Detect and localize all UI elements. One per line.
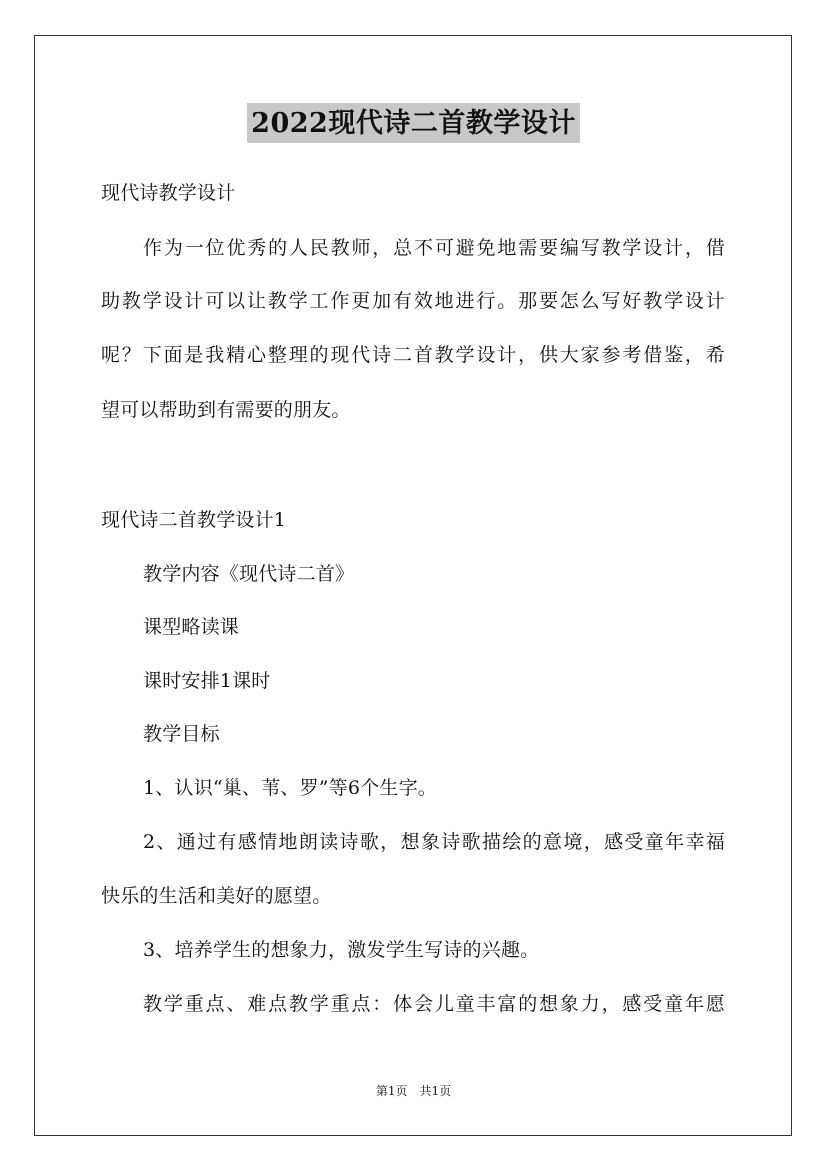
body-line: 教学内容《现代诗二首》 xyxy=(143,563,355,585)
body-line: 课时安排1课时 xyxy=(143,670,271,692)
page-footer: 第1页 共1页 xyxy=(375,1084,452,1098)
intro-paragraph-line: 呢？下面是我精心整理的现代诗二首教学设计，供大家参考借鉴，希 xyxy=(101,344,725,366)
subsection-heading: 现代诗二首教学设计1 xyxy=(101,509,287,531)
document-title-block xyxy=(0,103,827,143)
body-line: 3、培养学生的想象力，激发学生写诗的兴趣。 xyxy=(143,939,540,961)
body-line: 课型略读课 xyxy=(143,616,240,638)
body-line: 快乐的生活和美好的愿望。 xyxy=(101,885,332,907)
body-line: 教学目标 xyxy=(143,723,220,745)
body-line: 2、通过有感情地朗读诗歌，想象诗歌描绘的意境，感受童年幸福 xyxy=(143,831,725,853)
intro-paragraph-line: 望可以帮助到有需要的朋友。 xyxy=(101,399,351,421)
intro-paragraph-line: 作为一位优秀的人民教师，总不可避免地需要编写教学设计，借 xyxy=(143,237,725,259)
body-line: 教学重点、难点教学重点：体会儿童丰富的想象力，感受童年愿 xyxy=(143,993,725,1015)
document-title: 2022现代诗二首教学设计 xyxy=(247,103,580,143)
section-heading: 现代诗教学设计 xyxy=(101,182,236,204)
intro-paragraph-line: 助教学设计可以让教学工作更加有效地进行。那要怎么写好教学设计 xyxy=(101,290,725,312)
body-line: 1、认识“巢、苇、罗”等6个生字。 xyxy=(143,777,438,799)
